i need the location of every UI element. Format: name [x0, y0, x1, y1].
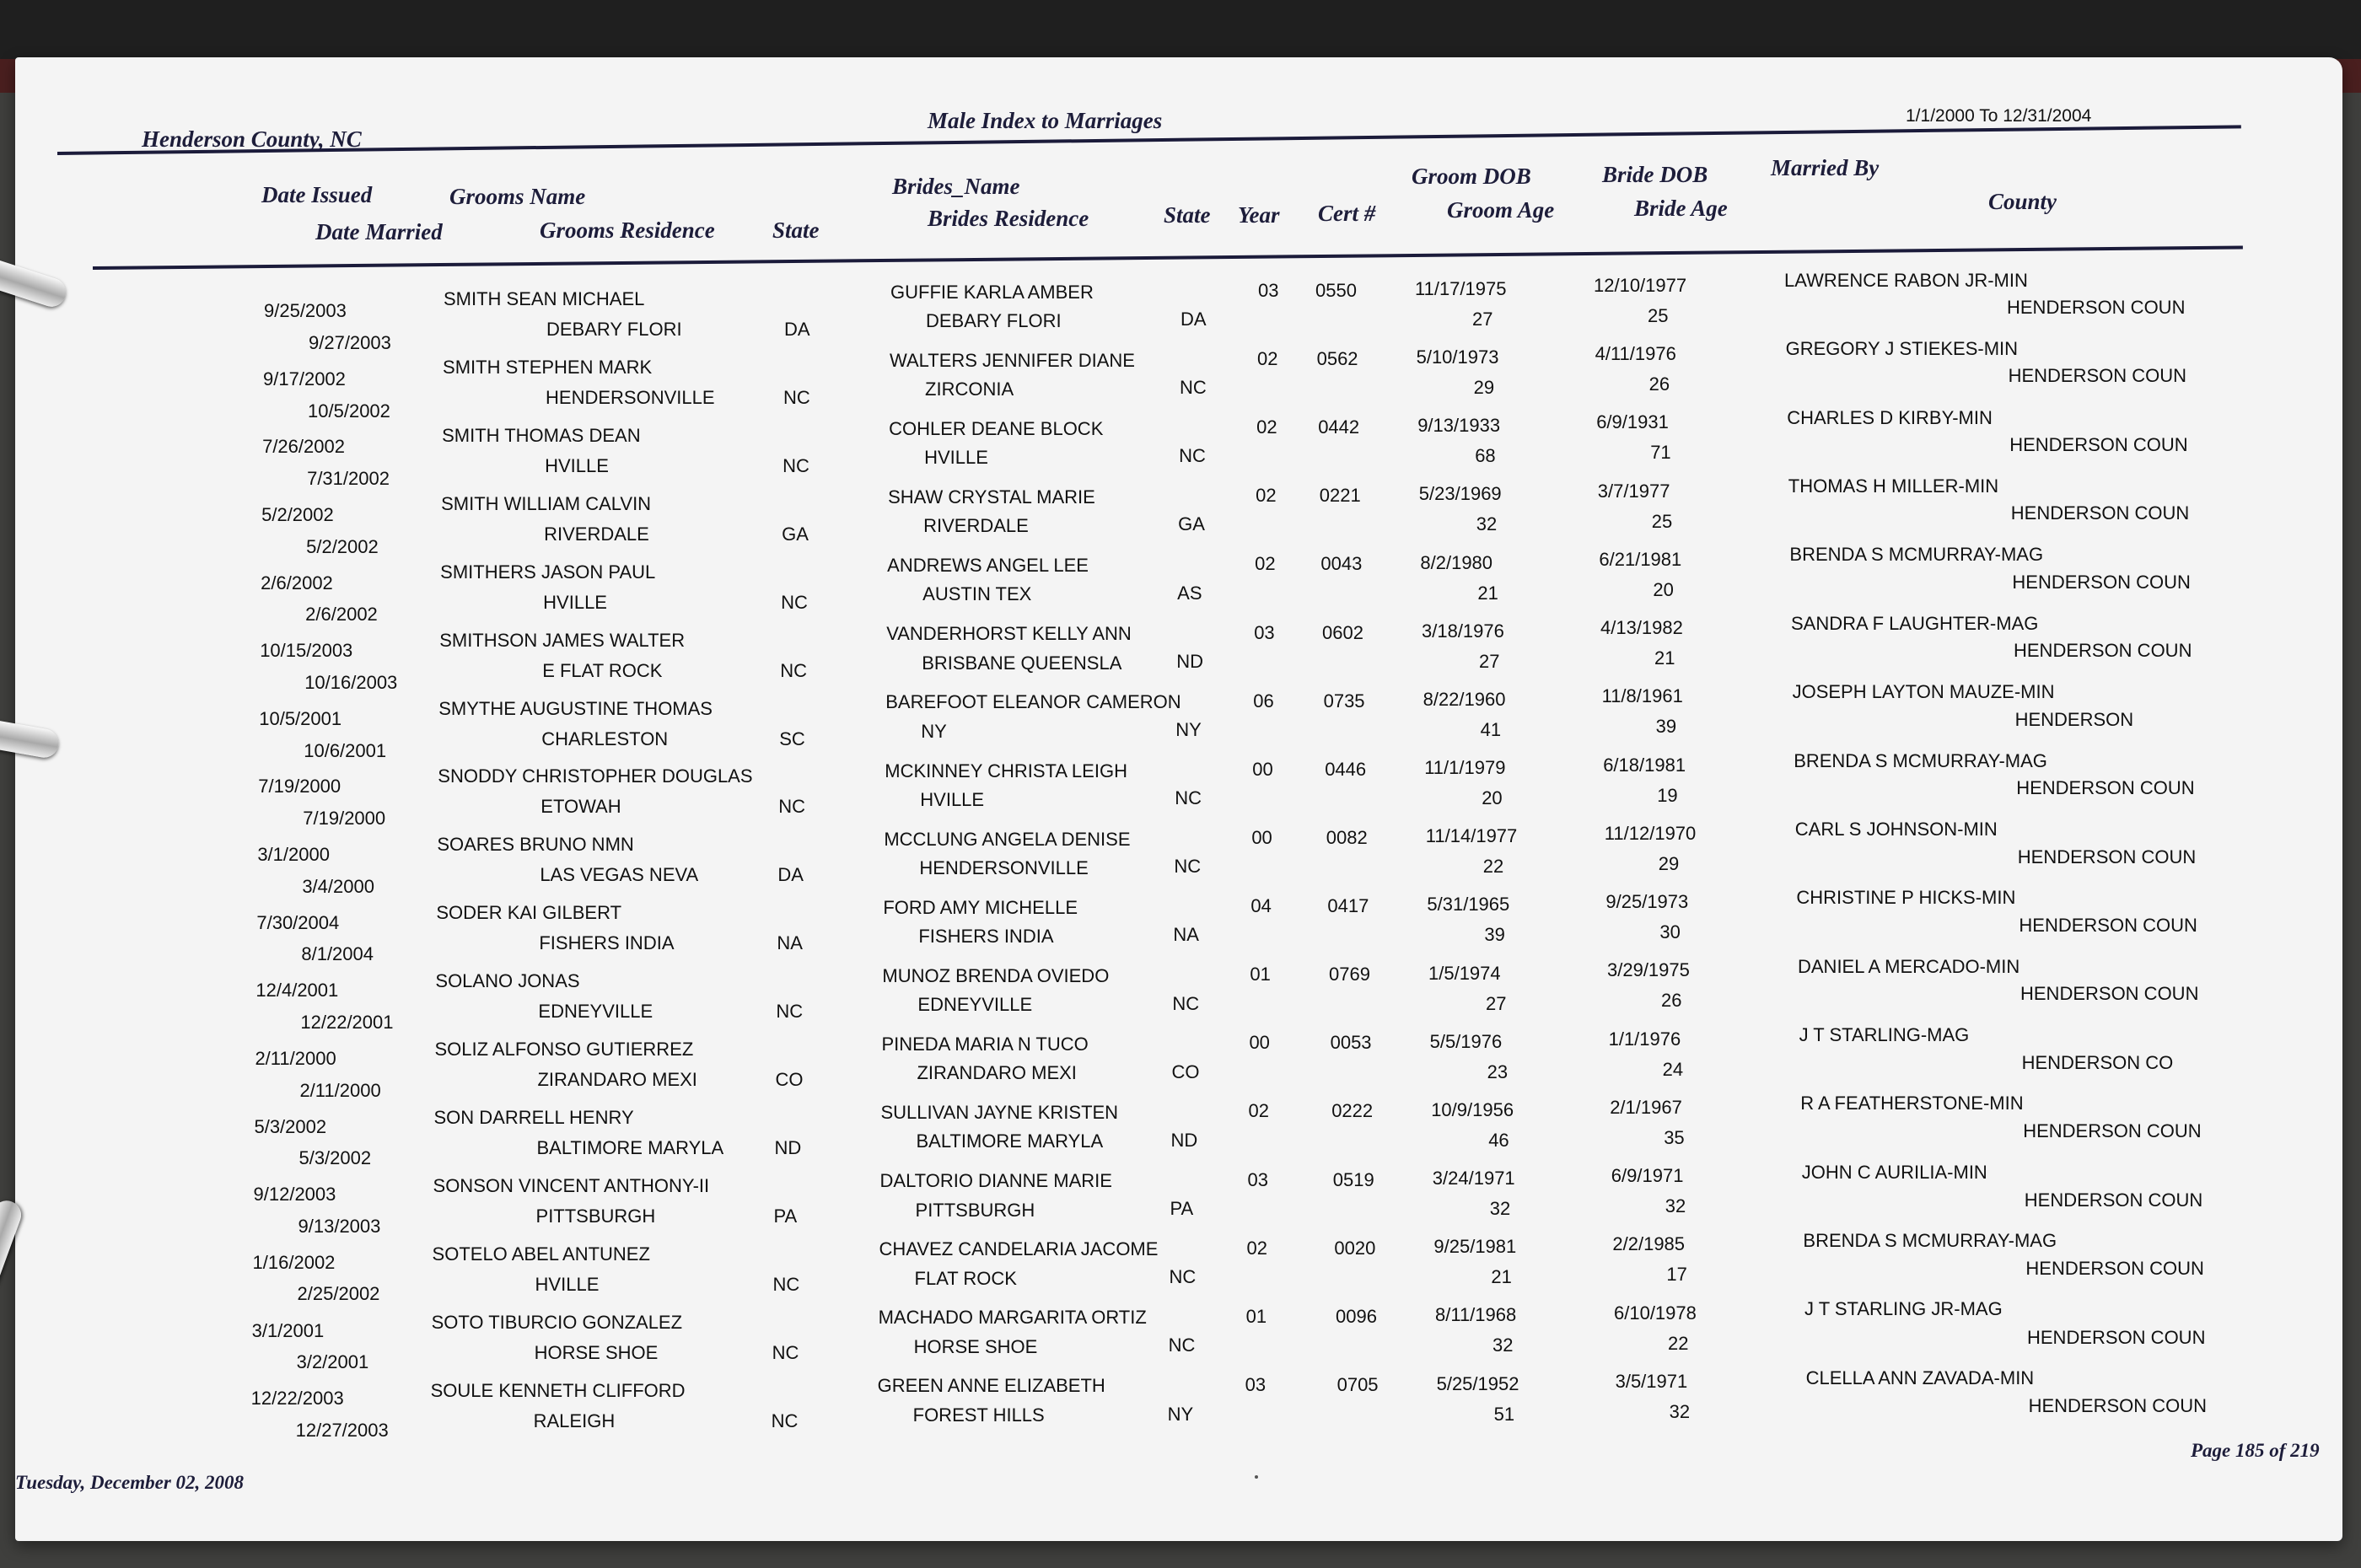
record-year: 04	[1250, 895, 1272, 917]
col-brides-residence: Brides Residence	[928, 206, 1089, 231]
bride-dob: 3/29/1975	[1607, 959, 1690, 981]
groom-dob: 11/1/1979	[1424, 757, 1506, 779]
bride-name: SULLIVAN JAYNE KRISTEN	[880, 1101, 1119, 1123]
col-county: County	[1988, 189, 2057, 214]
bride-state: GA	[1178, 513, 1205, 535]
groom-residence: RIVERDALE	[544, 523, 649, 545]
groom-age: 27	[1479, 650, 1500, 672]
col-groom-age: Groom Age	[1447, 197, 1555, 223]
groom-name: SMITH STEPHEN MARK	[443, 356, 653, 378]
date-married: 12/22/2001	[300, 1012, 394, 1033]
groom-dob: 3/24/1971	[1432, 1168, 1515, 1189]
groom-state: NC	[783, 386, 810, 408]
cert-number: 0020	[1334, 1237, 1376, 1259]
groom-state: ND	[774, 1137, 802, 1159]
record-year: 02	[1246, 1237, 1268, 1259]
bride-name: PINEDA MARIA N TUCO	[881, 1033, 1089, 1055]
groom-age: 32	[1492, 1334, 1514, 1356]
bride-age: 20	[1653, 578, 1674, 600]
groom-residence: BALTIMORE MARYLA	[536, 1137, 724, 1159]
bride-residence: BRISBANE QUEENSLA	[922, 652, 1122, 674]
date-issued: 5/3/2002	[254, 1115, 327, 1137]
date-issued: 10/5/2001	[259, 707, 342, 729]
bride-age: 29	[1658, 852, 1680, 874]
bride-state: AS	[1177, 582, 1202, 604]
cert-number: 0221	[1319, 485, 1361, 507]
groom-residence: DEBARY FLORI	[546, 319, 682, 340]
groom-dob: 10/9/1956	[1431, 1098, 1514, 1120]
date-married: 9/27/2003	[309, 332, 391, 353]
bride-residence: AUSTIN TEX	[922, 583, 1032, 605]
groom-dob: 11/17/1975	[1415, 278, 1507, 299]
bride-name: COHLER DEANE BLOCK	[889, 418, 1104, 440]
date-issued: 7/19/2000	[258, 776, 342, 797]
married-by: CHRISTINE P HICKS-MIN	[1796, 887, 2016, 909]
date-married: 2/11/2000	[299, 1079, 381, 1101]
bride-residence: ZIRCONIA	[925, 379, 1014, 400]
col-date-issued: Date Issued	[261, 182, 373, 207]
groom-state: NA	[777, 932, 803, 954]
groom-dob: 8/11/1968	[1435, 1304, 1517, 1326]
married-by: LAWRENCE RABON JR-MIN	[1784, 270, 2028, 291]
date-married: 8/1/2004	[301, 943, 374, 965]
col-cert: Cert #	[1318, 201, 1376, 226]
groom-name: SOTO TIBURCIO GONZALEZ	[431, 1311, 683, 1333]
date-issued: 10/15/2003	[260, 640, 353, 662]
groom-dob: 5/10/1973	[1416, 346, 1499, 368]
date-issued: 9/12/2003	[253, 1184, 336, 1206]
cert-number: 0043	[1320, 553, 1363, 575]
groom-name: SOARES BRUNO NMN	[437, 834, 634, 856]
married-by: R A FEATHERSTONE-MIN	[1800, 1093, 2024, 1114]
bride-name: SHAW CRYSTAL MARIE	[888, 486, 1095, 508]
col-groom-dob: Groom DOB	[1412, 164, 1531, 189]
col-bride-state: State	[1164, 202, 1211, 228]
groom-state: SC	[779, 728, 805, 749]
bride-name: WALTERS JENNIFER DIANE	[890, 350, 1135, 372]
bride-residence: RIVERDALE	[923, 515, 1029, 537]
bride-name: VANDERHORST KELLY ANN	[886, 623, 1132, 645]
bride-name: BAREFOOT ELEANOR CAMERON	[885, 691, 1181, 713]
groom-age: 21	[1477, 582, 1498, 604]
county: HENDERSON COUN	[2008, 365, 2187, 387]
married-by: CARL S JOHNSON-MIN	[1794, 818, 1998, 840]
married-by: JOSEPH LAYTON MAUZE-MIN	[1792, 681, 2055, 703]
record-year: 00	[1251, 826, 1272, 848]
date-married: 2/25/2002	[297, 1283, 380, 1305]
groom-residence: CHARLESTON	[541, 728, 669, 749]
date-married: 9/13/2003	[298, 1215, 381, 1237]
bride-dob: 3/5/1971	[1615, 1370, 1688, 1392]
bride-residence: DEBARY FLORI	[926, 310, 1062, 331]
bride-name: ANDREWS ANGEL LEE	[887, 555, 1089, 577]
bride-age: 30	[1659, 921, 1681, 943]
bride-age: 32	[1669, 1400, 1691, 1422]
bride-age: 25	[1648, 305, 1669, 326]
date-married: 3/4/2000	[302, 875, 374, 897]
groom-age: 46	[1488, 1129, 1509, 1151]
bride-state: NA	[1173, 924, 1199, 946]
groom-residence: LAS VEGAS NEVA	[540, 864, 699, 886]
groom-dob: 3/18/1976	[1422, 620, 1504, 642]
groom-dob: 5/23/1969	[1418, 483, 1502, 505]
cert-number: 0550	[1315, 280, 1357, 301]
groom-state: NC	[783, 454, 809, 476]
groom-dob: 5/31/1965	[1427, 894, 1510, 916]
county: HENDERSON COUN	[2014, 640, 2192, 662]
bride-state: ND	[1170, 1129, 1198, 1151]
date-married: 10/5/2002	[308, 400, 390, 422]
groom-age: 32	[1489, 1198, 1511, 1220]
bride-dob: 12/10/1977	[1594, 275, 1687, 296]
married-by: GREGORY J STIEKES-MIN	[1785, 338, 2019, 360]
groom-name: SNODDY CHRISTOPHER DOUGLAS	[438, 765, 753, 787]
groom-residence: HVILLE	[543, 591, 607, 613]
record-year: 02	[1257, 348, 1278, 370]
county: HENDERSON COUN	[2023, 1120, 2202, 1142]
groom-dob: 9/13/1933	[1417, 415, 1501, 437]
county: HENDERSON COUN	[2017, 846, 2197, 867]
bride-residence: HORSE SHOE	[913, 1335, 1038, 1357]
date-married: 12/27/2003	[295, 1419, 389, 1441]
groom-dob: 11/14/1977	[1425, 825, 1518, 847]
cert-number: 0705	[1336, 1373, 1379, 1395]
married-by: J T STARLING JR-MAG	[1804, 1298, 2003, 1320]
record-year: 02	[1256, 416, 1277, 438]
date-married: 2/6/2002	[305, 604, 378, 626]
married-by: J T STARLING-MAG	[1799, 1023, 1970, 1045]
bride-dob: 2/2/1985	[1612, 1233, 1686, 1255]
groom-age: 68	[1475, 445, 1496, 467]
cert-number: 0222	[1331, 1100, 1374, 1122]
bride-dob: 2/1/1967	[1610, 1096, 1682, 1118]
bride-dob: 11/8/1961	[1601, 685, 1683, 707]
record-year: 02	[1255, 553, 1276, 575]
bride-residence: EDNEYVILLE	[917, 994, 1033, 1016]
col-grooms-residence: Grooms Residence	[540, 217, 715, 243]
groom-dob: 8/2/1980	[1420, 551, 1493, 573]
date-issued: 12/22/2003	[250, 1388, 344, 1410]
bride-state: NC	[1174, 856, 1202, 878]
col-married-by: Married By	[1771, 155, 1880, 180]
date-married: 10/16/2003	[304, 672, 398, 693]
bride-name: MCKINNEY CHRISTA LEIGH	[885, 760, 1127, 781]
bride-state: DA	[1180, 309, 1207, 330]
bride-age: 39	[1655, 716, 1677, 738]
county: HENDERSON CO	[2021, 1051, 2174, 1073]
bride-residence: FISHERS INDIA	[918, 926, 1054, 948]
bride-age: 22	[1668, 1332, 1689, 1354]
cert-number: 0446	[1325, 758, 1367, 780]
date-issued: 7/26/2002	[262, 436, 345, 458]
date-married: 7/31/2002	[307, 468, 390, 490]
groom-name: SODER KAI GILBERT	[436, 902, 622, 924]
groom-dob: 1/5/1974	[1428, 962, 1501, 984]
bride-state: NC	[1168, 1334, 1196, 1356]
date-issued: 2/11/2000	[255, 1048, 336, 1070]
county: HENDERSON COUN	[2019, 914, 2197, 936]
bride-dob: 6/9/1931	[1596, 411, 1669, 433]
bride-state: NC	[1175, 787, 1202, 809]
col-date-married: Date Married	[315, 219, 443, 244]
page-number: Page 185 of 219	[2191, 1440, 2320, 1461]
groom-dob: 9/25/1981	[1433, 1236, 1517, 1258]
groom-residence: HENDERSONVILLE	[546, 386, 715, 408]
groom-name: SMITH SEAN MICHAEL	[444, 288, 645, 309]
date-issued: 3/1/2000	[257, 844, 330, 866]
groom-residence: E FLAT ROCK	[542, 659, 663, 681]
bride-name: GUFFIE KARLA AMBER	[890, 282, 1094, 303]
date-issued: 7/30/2004	[256, 911, 340, 933]
col-bride-age: Bride Age	[1634, 196, 1728, 221]
groom-residence: EDNEYVILLE	[538, 1001, 653, 1023]
record-year: 01	[1245, 1305, 1267, 1327]
bride-name: CHAVEZ CANDELARIA JACOME	[879, 1238, 1159, 1260]
groom-name: SOLANO JONAS	[435, 970, 580, 992]
cert-number: 0082	[1326, 826, 1368, 848]
groom-state: NC	[776, 1001, 804, 1023]
groom-state: NC	[772, 1341, 799, 1363]
groom-name: SOTELO ABEL ANTUNEZ	[432, 1243, 650, 1265]
married-by: BRENDA S MCMURRAY-MAG	[1803, 1230, 2057, 1252]
groom-dob: 8/22/1960	[1423, 688, 1506, 710]
groom-state: NC	[771, 1410, 799, 1431]
bride-name: FORD AMY MICHELLE	[883, 896, 1078, 918]
bride-age: 21	[1654, 647, 1675, 669]
groom-residence: FISHERS INDIA	[539, 932, 675, 954]
date-issued: 1/16/2002	[252, 1251, 336, 1273]
bride-dob: 6/18/1981	[1603, 754, 1686, 776]
groom-state: DA	[777, 864, 804, 886]
cert-number: 0519	[1332, 1168, 1374, 1190]
record-year: 03	[1247, 1168, 1268, 1190]
groom-residence: PITTSBURGH	[535, 1205, 656, 1227]
groom-name: SMITHERS JASON PAUL	[440, 561, 656, 583]
col-groom-state: State	[772, 217, 820, 243]
county: HENDERSON COUN	[2027, 1326, 2206, 1348]
bride-dob: 1/1/1976	[1608, 1028, 1681, 1050]
date-issued: 5/2/2002	[261, 503, 334, 525]
record-year: 03	[1245, 1373, 1267, 1395]
bride-residence: NY	[921, 720, 947, 742]
date-married: 7/19/2000	[303, 808, 386, 830]
county: HENDERSON COUN	[2025, 1258, 2204, 1280]
groom-name: SONSON VINCENT ANTHONY-II	[433, 1174, 710, 1196]
bride-age: 71	[1650, 442, 1671, 464]
married-by: DANIEL A MERCADO-MIN	[1798, 955, 2020, 977]
groom-name: SMITH THOMAS DEAN	[442, 424, 641, 446]
county: HENDERSON COUN	[2012, 571, 2191, 593]
bride-name: MACHADO MARGARITA ORTIZ	[878, 1307, 1147, 1329]
cert-number: 0442	[1318, 416, 1360, 438]
bride-state: NC	[1180, 377, 1207, 399]
record-year: 02	[1248, 1100, 1269, 1122]
groom-age: 51	[1493, 1403, 1515, 1425]
record-year: 02	[1256, 485, 1277, 507]
record-year: 00	[1252, 758, 1273, 780]
cert-number: 0417	[1327, 895, 1369, 917]
married-by: CHARLES D KIRBY-MIN	[1787, 406, 1993, 428]
bride-dob: 6/9/1971	[1611, 1165, 1684, 1187]
cert-number: 0602	[1322, 621, 1363, 643]
married-by: SANDRA F LAUGHTER-MAG	[1791, 612, 2039, 634]
groom-name: SON DARRELL HENRY	[433, 1107, 634, 1129]
groom-age: 41	[1480, 718, 1502, 740]
groom-residence: HVILLE	[545, 454, 609, 476]
bride-state: NY	[1167, 1403, 1194, 1425]
groom-residence: ETOWAH	[541, 796, 621, 818]
county: HENDERSON COUN	[2028, 1395, 2208, 1417]
date-married: 5/2/2002	[306, 535, 379, 557]
date-married: 10/6/2001	[304, 739, 387, 761]
record-year: 03	[1258, 280, 1279, 301]
groom-state: NC	[778, 796, 806, 818]
bride-dob: 3/7/1977	[1597, 480, 1670, 502]
cert-number: 0562	[1316, 348, 1358, 370]
col-brides-name: Brides_Name	[892, 174, 1020, 199]
groom-state: CO	[775, 1069, 804, 1091]
bride-state: PA	[1170, 1198, 1194, 1220]
bride-name: MUNOZ BRENDA OVIEDO	[882, 964, 1110, 986]
married-by: JOHN C AURILIA-MIN	[1801, 1161, 1987, 1183]
county: HENDERSON COUN	[2020, 983, 2199, 1005]
groom-name: SOLIZ ALFONSO GUTIERREZ	[434, 1039, 694, 1061]
groom-state: PA	[773, 1205, 798, 1227]
groom-age: 27	[1472, 309, 1493, 330]
groom-residence: RALEIGH	[533, 1410, 616, 1431]
cert-number: 0769	[1329, 964, 1370, 985]
groom-state: GA	[782, 523, 809, 545]
cert-number: 0735	[1323, 690, 1365, 712]
married-by: BRENDA S MCMURRAY-MAG	[1794, 749, 2047, 771]
bride-dob: 4/11/1976	[1595, 343, 1676, 365]
header-rule-bottom	[93, 246, 2243, 270]
groom-age: 22	[1482, 856, 1504, 878]
col-grooms-name: Grooms Name	[449, 184, 586, 209]
county: HENDERSON COUN	[2010, 502, 2190, 524]
groom-age: 32	[1476, 513, 1498, 535]
groom-name: SMYTHE AUGUSTINE THOMAS	[438, 697, 713, 719]
groom-age: 20	[1482, 787, 1503, 809]
bride-residence: PITTSBURGH	[915, 1199, 1035, 1221]
groom-age: 29	[1473, 377, 1495, 399]
bride-age: 19	[1657, 784, 1678, 806]
groom-residence: HVILLE	[535, 1273, 600, 1295]
date-issued: 12/4/2001	[255, 980, 339, 1001]
bride-residence: HVILLE	[920, 788, 985, 810]
bride-name: GREEN ANNE ELIZABETH	[877, 1375, 1105, 1397]
married-by: BRENDA S MCMURRAY-MAG	[1789, 544, 2044, 566]
groom-age: 23	[1487, 1061, 1509, 1082]
print-date: Tuesday, December 02, 2008	[15, 1472, 245, 1493]
bride-state: NY	[1175, 718, 1202, 740]
bride-name: MCCLUNG ANGELA DENISE	[884, 828, 1131, 850]
groom-name: SMITH WILLIAM CALVIN	[441, 492, 652, 514]
groom-residence: HORSE SHOE	[534, 1341, 659, 1363]
record-year: 01	[1250, 964, 1271, 985]
groom-state: DA	[784, 319, 810, 340]
groom-residence: ZIRANDARO MEXI	[537, 1069, 697, 1091]
record-year: 06	[1253, 690, 1274, 712]
bride-dob: 6/21/1981	[1599, 548, 1682, 570]
groom-dob: 5/25/1952	[1436, 1372, 1519, 1394]
speck-mark	[1255, 1475, 1258, 1479]
date-issued: 9/17/2002	[263, 368, 346, 389]
groom-state: NC	[772, 1273, 800, 1295]
date-married: 5/3/2002	[298, 1147, 372, 1169]
groom-name: SMITHSON JAMES WALTER	[439, 629, 686, 651]
groom-age: 21	[1491, 1266, 1512, 1288]
cert-number: 0053	[1330, 1032, 1372, 1054]
date-range: 1/1/2000 To 12/31/2004	[1906, 106, 2092, 126]
married-by: THOMAS H MILLER-MIN	[1788, 475, 1999, 497]
bride-age: 24	[1662, 1058, 1684, 1080]
groom-age: 27	[1486, 992, 1507, 1014]
bride-name: DALTORIO DIANNE MARIE	[879, 1170, 1112, 1192]
date-issued: 2/6/2002	[261, 572, 333, 593]
bride-age: 26	[1661, 990, 1682, 1012]
bride-residence: FLAT ROCK	[914, 1267, 1017, 1289]
county: HENDERSON COUN	[2007, 297, 2186, 318]
bride-state: NC	[1172, 992, 1200, 1014]
groom-dob: 5/5/1976	[1429, 1030, 1503, 1052]
bride-age: 26	[1648, 373, 1670, 395]
bride-state: CO	[1171, 1061, 1200, 1082]
bride-residence: HVILLE	[924, 447, 988, 469]
bride-age: 32	[1665, 1195, 1686, 1217]
county: HENDERSON COUN	[2024, 1189, 2203, 1211]
date-issued: 9/25/2003	[264, 300, 347, 321]
bride-residence: HENDERSONVILLE	[919, 856, 1089, 878]
married-by: CLELLA ANN ZAVADA-MIN	[1805, 1367, 2035, 1388]
date-married: 3/2/2001	[296, 1351, 369, 1372]
cert-number: 0096	[1336, 1305, 1377, 1327]
bride-state: NC	[1179, 445, 1206, 467]
bride-state: ND	[1176, 650, 1203, 672]
bride-dob: 11/12/1970	[1604, 822, 1697, 844]
county: HENDERSON COUN	[2016, 777, 2195, 799]
county-title: Henderson County, NC	[142, 126, 362, 152]
date-issued: 3/1/2001	[251, 1319, 325, 1341]
groom-name: SOULE KENNETH CLIFFORD	[430, 1379, 686, 1401]
groom-age: 39	[1484, 924, 1505, 946]
document-page	[15, 57, 2342, 1541]
groom-state: NC	[781, 591, 808, 613]
bride-residence: FOREST HILLS	[912, 1404, 1045, 1426]
bride-age: 35	[1664, 1126, 1685, 1148]
index-title: Male Index to Marriages	[928, 108, 1163, 133]
bride-residence: BALTIMORE MARYLA	[916, 1130, 1104, 1152]
bride-age: 25	[1651, 510, 1673, 532]
bride-dob: 9/25/1973	[1605, 891, 1689, 913]
record-year: 00	[1249, 1032, 1270, 1054]
bride-dob: 6/10/1978	[1614, 1302, 1697, 1324]
bride-residence: ZIRANDARO MEXI	[917, 1062, 1077, 1084]
groom-state: NC	[780, 659, 807, 681]
col-year: Year	[1238, 202, 1280, 228]
county: HENDERSON	[2014, 708, 2134, 730]
record-year: 03	[1254, 621, 1275, 643]
bride-dob: 4/13/1982	[1600, 617, 1683, 639]
bride-state: NC	[1169, 1266, 1197, 1288]
col-bride-dob: Bride DOB	[1602, 162, 1708, 187]
county: HENDERSON COUN	[2009, 433, 2188, 455]
bride-age: 17	[1666, 1264, 1687, 1286]
